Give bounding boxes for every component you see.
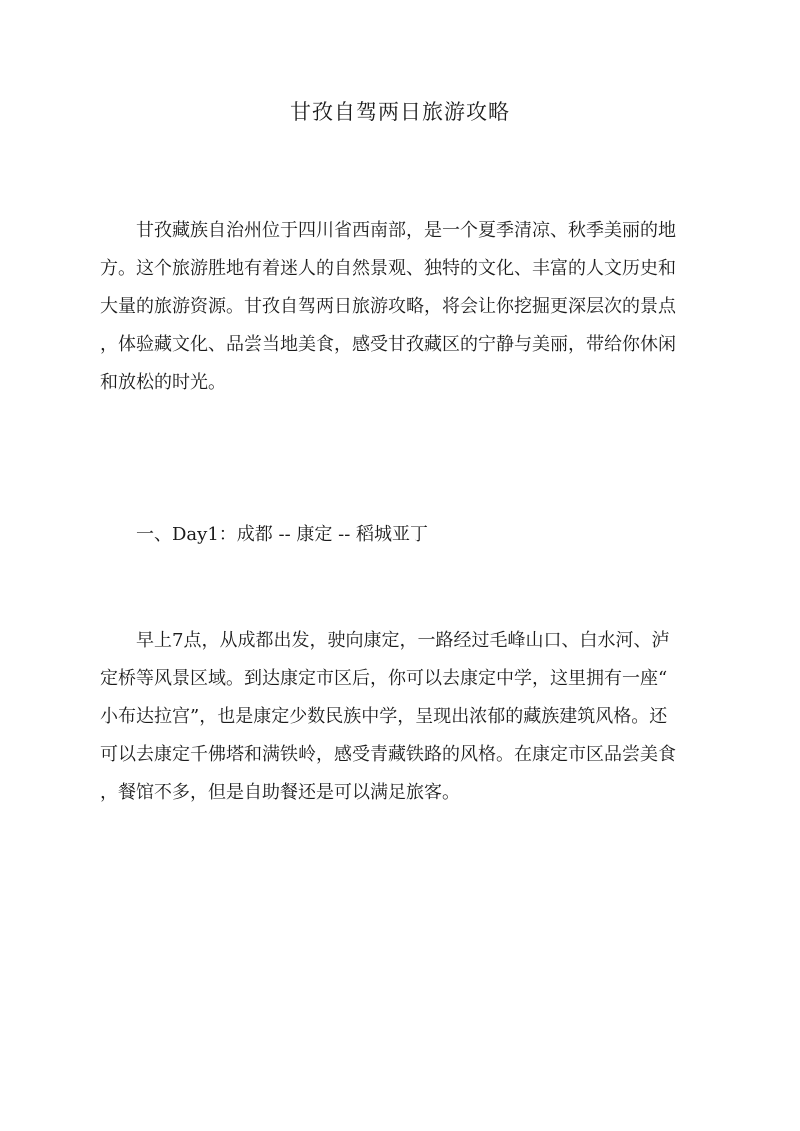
day1-line: 可以去康定千佛塔和满铁岭，感受青藏铁路的风格。在康定市区品尝美食 bbox=[100, 744, 676, 765]
document-title: 甘孜自驾两日旅游攻略 bbox=[290, 100, 510, 124]
day1-line: 小布达拉宫”，也是康定少数民族中学，呈现出浓郁的藏族建筑风格。还 bbox=[100, 706, 668, 727]
intro-line: 和放松的时光。 bbox=[100, 372, 226, 393]
intro-line: ，体验藏文化、品尝当地美食，感受甘孜藏区的宁静与美丽，带给你休闲 bbox=[100, 334, 676, 355]
day1-line: ，餐馆不多，但是自助餐还是可以满足旅客。 bbox=[100, 782, 460, 803]
section-heading-day1 bbox=[100, 516, 700, 554]
day1-line: 定桥等风景区域。到达康定市区后，你可以去康定中学，这里拥有一座“ bbox=[100, 668, 668, 689]
intro-line: 大量的旅游资源。甘孜自驾两日旅游攻略，将会让你挖掘更深层次的景点 bbox=[100, 296, 676, 317]
day1-paragraph bbox=[100, 622, 700, 812]
day1-line: 早上7点，从成都出发，驶向康定，一路经过毛峰山口、白水河、泸 bbox=[136, 630, 670, 651]
intro-paragraph bbox=[100, 212, 700, 402]
intro-line: 方。这个旅游胜地有着迷人的自然景观、独特的文化、丰富的人文历史和 bbox=[100, 258, 676, 279]
intro-line: 甘孜藏族自治州位于四川省西南部，是一个夏季清凉、秋季美丽的地 bbox=[136, 220, 676, 241]
section-heading-text: 一、Day1：成都 -- 康定 -- 稻城亚丁 bbox=[136, 524, 428, 545]
